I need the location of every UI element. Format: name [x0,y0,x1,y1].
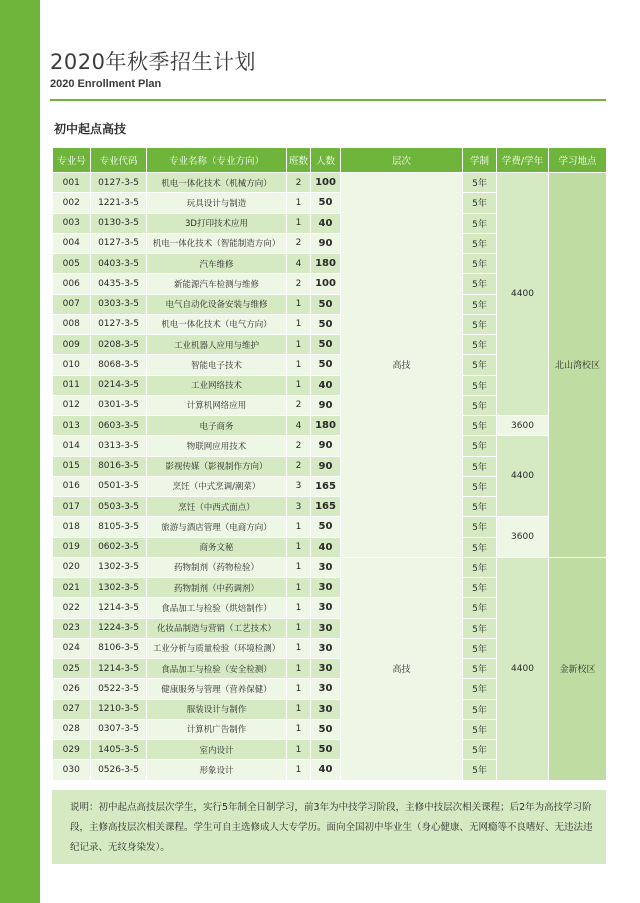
cell-no: 019 [53,537,91,557]
cell-years: 5年 [463,193,497,213]
cell-no: 011 [53,375,91,395]
cell-no: 026 [53,679,91,699]
cell-no: 028 [53,719,91,739]
cell-classes: 1 [287,294,311,314]
cell-years: 5年 [463,254,497,274]
cell-code: 1224-3-5 [91,618,147,638]
cell-no: 001 [53,173,91,193]
cell-no: 021 [53,578,91,598]
enrollment-table [52,147,607,781]
cell-code: 0303-3-5 [91,294,147,314]
col-header-tuition: 学费/学年 [497,148,549,173]
cell-classes: 4 [287,254,311,274]
cell-no: 003 [53,213,91,233]
cell-no: 027 [53,699,91,719]
cell-name: 电子商务 [147,416,287,436]
cell-classes: 1 [287,335,311,355]
cell-students: 50 [311,517,341,537]
cell-campus: 金新校区 [549,557,607,780]
cell-no: 030 [53,760,91,780]
cell-tuition: 4400 [497,557,549,780]
cell-classes: 2 [287,233,311,253]
note-box [52,790,606,864]
cell-no: 015 [53,456,91,476]
cell-years: 5年 [463,679,497,699]
cell-classes: 1 [287,193,311,213]
cell-code: 0301-3-5 [91,395,147,415]
cell-years: 5年 [463,557,497,577]
cell-code: 8105-3-5 [91,517,147,537]
cell-code: 0127-3-5 [91,233,147,253]
col-header-classes: 班数 [287,148,311,173]
table-row [53,173,607,193]
cell-name: 烹饪（中西式面点） [147,497,287,517]
cell-code: 0127-3-5 [91,173,147,193]
cell-code: 0208-3-5 [91,335,147,355]
cell-students: 50 [311,355,341,375]
cell-classes: 2 [287,274,311,294]
cell-no: 018 [53,517,91,537]
cell-students: 50 [311,294,341,314]
cell-name: 健康服务与管理（营养保健） [147,679,287,699]
cell-classes: 1 [287,537,311,557]
cell-classes: 2 [287,456,311,476]
cell-students: 30 [311,618,341,638]
cell-students: 165 [311,497,341,517]
col-header-campus: 学习地点 [549,148,607,173]
cell-no: 012 [53,395,91,415]
cell-name: 商务文秘 [147,537,287,557]
cell-name: 物联网应用技术 [147,436,287,456]
cell-campus: 北山湾校区 [549,173,607,558]
cell-students: 100 [311,274,341,294]
cell-no: 007 [53,294,91,314]
table-row [53,416,607,436]
cell-students: 30 [311,598,341,618]
cell-code: 1302-3-5 [91,557,147,577]
cell-students: 180 [311,416,341,436]
cell-students: 40 [311,760,341,780]
cell-classes: 1 [287,719,311,739]
cell-no: 016 [53,476,91,496]
cell-classes: 1 [287,517,311,537]
cell-name: 新能源汽车检测与维修 [147,274,287,294]
cell-classes: 1 [287,618,311,638]
cell-name: 玩具设计与制造 [147,193,287,213]
cell-students: 50 [311,314,341,334]
cell-name: 药物制剂（药物检验） [147,557,287,577]
cell-tuition: 4400 [497,173,549,416]
table-header-row [53,148,607,173]
page-subtitle: 2020 Enrollment Plan [50,78,162,90]
cell-name: 药物制剂（中药调剂） [147,578,287,598]
cell-name: 计算机广告制作 [147,719,287,739]
cell-classes: 2 [287,395,311,415]
cell-name: 食品加工与检验（烘焙制作） [147,598,287,618]
cell-years: 5年 [463,618,497,638]
cell-years: 5年 [463,517,497,537]
cell-code: 0130-3-5 [91,213,147,233]
cell-years: 5年 [463,416,497,436]
cell-code: 0602-3-5 [91,537,147,557]
note-text: 说明：初中起点高技层次学生，实行5年制全日制学习，前3年为中技学习阶段，主修中技层次相关课程；后2年为高技学习阶段，主修高技层次相关课程。学生可自主选修成人大专学历。面向全国初中毕业生（身心健康、无网瘾等不良嗜好、无违法违纪记录、无纹身染发）。 [70,802,593,853]
cell-code: 0603-3-5 [91,416,147,436]
cell-name: 旅游与酒店管理（电商方向） [147,517,287,537]
cell-classes: 1 [287,557,311,577]
cell-code: 1214-3-5 [91,659,147,679]
cell-students: 90 [311,436,341,456]
cell-classes: 1 [287,314,311,334]
cell-classes: 1 [287,699,311,719]
cell-years: 5年 [463,456,497,476]
cell-name: 服装设计与制作 [147,699,287,719]
col-header-students: 人数 [311,148,341,173]
cell-code: 8016-3-5 [91,456,147,476]
title-divider [50,99,606,101]
cell-students: 50 [311,335,341,355]
cell-classes: 3 [287,476,311,496]
cell-years: 5年 [463,335,497,355]
cell-years: 5年 [463,497,497,517]
cell-students: 30 [311,699,341,719]
cell-students: 30 [311,659,341,679]
cell-code: 1221-3-5 [91,193,147,213]
cell-code: 1405-3-5 [91,740,147,760]
cell-tuition: 4400 [497,436,549,517]
cell-classes: 1 [287,598,311,618]
cell-name: 机电一体化技术（电气方向） [147,314,287,334]
col-header-no: 专业号 [53,148,91,173]
cell-students: 100 [311,173,341,193]
cell-years: 5年 [463,375,497,395]
cell-years: 5年 [463,294,497,314]
cell-no: 029 [53,740,91,760]
cell-students: 30 [311,578,341,598]
cell-name: 3D打印技术应用 [147,213,287,233]
cell-students: 30 [311,557,341,577]
cell-classes: 1 [287,578,311,598]
cell-tuition: 3600 [497,416,549,436]
cell-classes: 3 [287,497,311,517]
cell-years: 5年 [463,659,497,679]
cell-classes: 2 [287,436,311,456]
table-row [53,436,607,456]
section-heading: 初中起点高技 [54,122,127,136]
cell-name: 影视传媒（影视制作方向） [147,456,287,476]
cell-classes: 1 [287,355,311,375]
cell-name: 电气自动化设备安装与维修 [147,294,287,314]
cell-no: 017 [53,497,91,517]
cell-years: 5年 [463,233,497,253]
cell-students: 40 [311,375,341,395]
cell-code: 1302-3-5 [91,578,147,598]
cell-classes: 1 [287,375,311,395]
cell-no: 014 [53,436,91,456]
cell-students: 90 [311,395,341,415]
cell-years: 5年 [463,740,497,760]
cell-years: 5年 [463,719,497,739]
cell-name: 形象设计 [147,760,287,780]
cell-no: 009 [53,335,91,355]
cell-years: 5年 [463,355,497,375]
cell-code: 0503-3-5 [91,497,147,517]
cell-no: 006 [53,274,91,294]
cell-students: 30 [311,638,341,658]
cell-name: 汽车维修 [147,254,287,274]
col-header-name: 专业名称（专业方向） [147,148,287,173]
cell-name: 室内设计 [147,740,287,760]
cell-level: 高技 [341,557,463,780]
cell-students: 40 [311,537,341,557]
cell-code: 0501-3-5 [91,476,147,496]
cell-classes: 2 [287,173,311,193]
cell-code: 0313-3-5 [91,436,147,456]
cell-name: 烹饪（中式烹调/潮菜） [147,476,287,496]
cell-code: 0435-3-5 [91,274,147,294]
cell-students: 40 [311,213,341,233]
cell-years: 5年 [463,274,497,294]
left-accent-bar [0,0,40,903]
cell-name: 智能电子技术 [147,355,287,375]
cell-name: 工业网络技术 [147,375,287,395]
cell-years: 5年 [463,436,497,456]
cell-code: 0522-3-5 [91,679,147,699]
cell-name: 食品加工与检验（安全检测） [147,659,287,679]
cell-years: 5年 [463,699,497,719]
cell-code: 8106-3-5 [91,638,147,658]
cell-no: 010 [53,355,91,375]
cell-classes: 1 [287,740,311,760]
cell-years: 5年 [463,537,497,557]
cell-students: 50 [311,193,341,213]
cell-classes: 1 [287,213,311,233]
cell-years: 5年 [463,173,497,193]
cell-years: 5年 [463,213,497,233]
cell-classes: 1 [287,659,311,679]
cell-students: 90 [311,233,341,253]
cell-students: 180 [311,254,341,274]
col-header-level: 层次 [341,148,463,173]
page-title: 2020年秋季招生计划 [50,50,256,74]
cell-no: 008 [53,314,91,334]
table-row [53,557,607,577]
cell-years: 5年 [463,760,497,780]
cell-students: 50 [311,740,341,760]
cell-no: 002 [53,193,91,213]
cell-name: 计算机网络应用 [147,395,287,415]
cell-level: 高技 [341,173,463,558]
cell-name: 工业机器人应用与维护 [147,335,287,355]
cell-years: 5年 [463,395,497,415]
cell-code: 0214-3-5 [91,375,147,395]
col-header-code: 专业代码 [91,148,147,173]
cell-code: 1210-3-5 [91,699,147,719]
cell-classes: 1 [287,679,311,699]
cell-code: 0403-3-5 [91,254,147,274]
cell-code: 0526-3-5 [91,760,147,780]
cell-name: 化妆品制造与营销（工艺技术） [147,618,287,638]
cell-code: 0307-3-5 [91,719,147,739]
cell-no: 004 [53,233,91,253]
cell-no: 023 [53,618,91,638]
cell-name: 机电一体化技术（机械方向） [147,173,287,193]
cell-classes: 4 [287,416,311,436]
table-row [53,517,607,537]
cell-classes: 1 [287,638,311,658]
cell-years: 5年 [463,638,497,658]
cell-no: 022 [53,598,91,618]
cell-years: 5年 [463,578,497,598]
cell-no: 020 [53,557,91,577]
cell-classes: 1 [287,760,311,780]
cell-years: 5年 [463,598,497,618]
col-header-years: 学制 [463,148,497,173]
cell-code: 0127-3-5 [91,314,147,334]
cell-tuition: 3600 [497,517,549,558]
table-body [53,173,607,781]
cell-no: 013 [53,416,91,436]
cell-code: 8068-3-5 [91,355,147,375]
cell-name: 机电一体化技术（智能制造方向） [147,233,287,253]
cell-years: 5年 [463,314,497,334]
cell-no: 005 [53,254,91,274]
cell-no: 025 [53,659,91,679]
cell-students: 165 [311,476,341,496]
cell-students: 90 [311,456,341,476]
cell-students: 30 [311,679,341,699]
cell-code: 1214-3-5 [91,598,147,618]
cell-students: 50 [311,719,341,739]
cell-years: 5年 [463,476,497,496]
cell-name: 工业分析与质量检验（环境检测） [147,638,287,658]
cell-no: 024 [53,638,91,658]
